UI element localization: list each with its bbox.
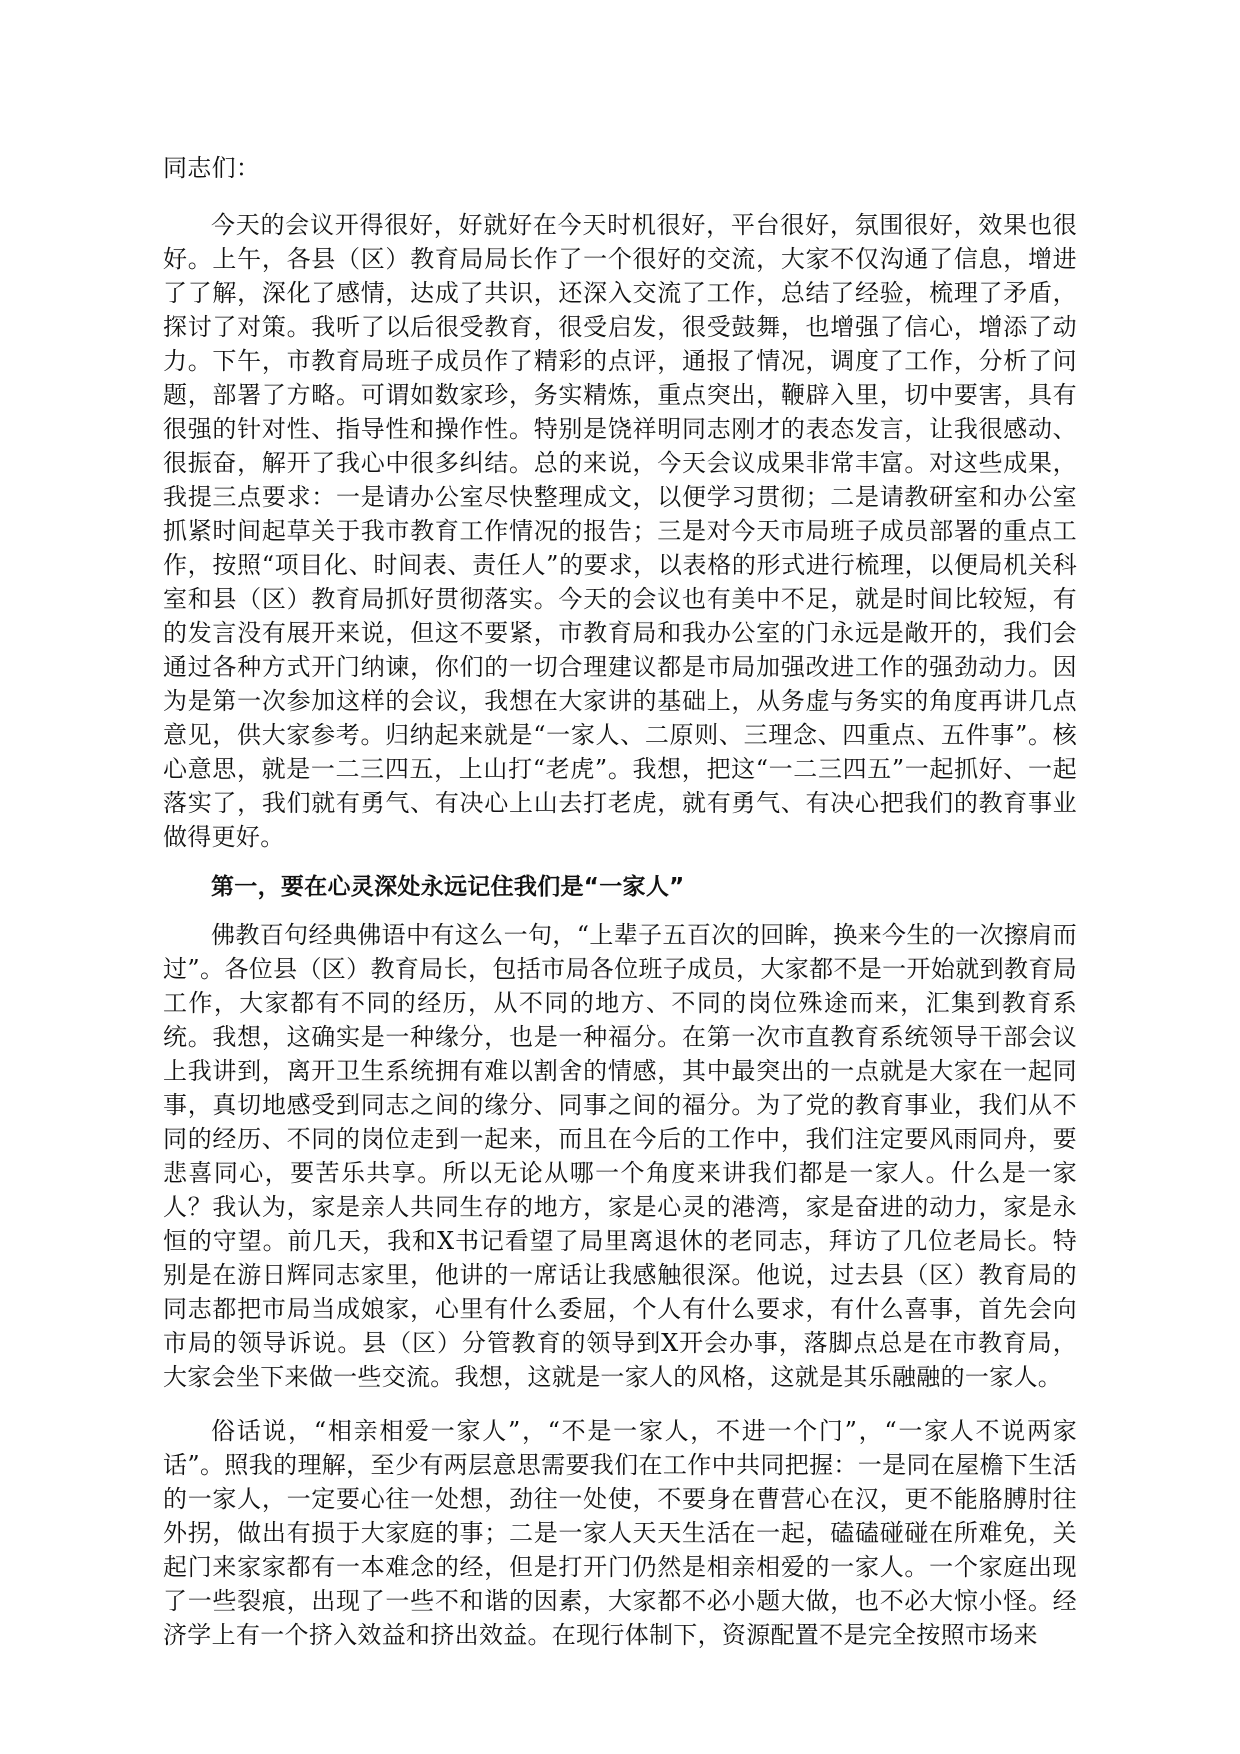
salutation: 同志们： xyxy=(163,154,261,182)
section-1-paragraph-2: 俗话说，“相亲相爱一家人”，“不是一家人，不进一个门”，“一家人不说两家话”。照我的理解，至少有两层意思需要我们在工作中共同把握：一是同在屋檐下生活的一家人，一定要心往一处想，劲往一处使，不要身在曹营心在汉，更不能胳膊肘往外拐，做出有损于大家庭的事；二是一家人天天生活在一起，磕磕碰碰在所难免，关起门来家家都有一本难念的经，但是打开门仍然是相亲相爱的一家人。一个家庭出现了一些裂痕，出现了一些不和谐的因素，大家都不必小题大做，也不必大惊小怪。经济学上有一个挤入效益和挤出效益。在现行体制下，资源配置不是完全按照市场来 xyxy=(163,1417,1077,1649)
section-heading-1: 第一，要在心灵深处永远记住我们是“一家人” xyxy=(211,874,685,900)
section-1-paragraph-1: 佛教百句经典佛语中有这么一句，“上辈子五百次的回眸，换来今生的一次擦肩而过”。各位县（区）教育局长，包括市局各位班子成员，大家都不是一开始就到教育局工作，大家都有不同的经历，从不同的地方、不同的岗位殊途而来，汇集到教育系统。我想，这确实是一种缘分，也是一种福分。在第一次市直教育系统领导干部会议上我讲到，离开卫生系统拥有难以割舍的情感，其中最突出的一点就是大家在一起同事，真切地感受到同志之间的缘分、同事之间的福分。为了党的教育事业，我们从不同的经历、不同的岗位走到一起来，而且在今后的工作中，我们注定要风雨同舟，要悲喜同心，要苦乐共享。所以无论从哪一个角度来讲我们都是一家人。什么是一家人？我认为，家是亲人共同生存的地方，家是心灵的港湾，家是奋进的动力，家是永恒的守望。前几天，我和X书记看望了局里离退休的老同志，拜访了几位老局长。特别是在游日辉同志家里，他讲的一席话让我感触很深。他说，过去县（区）教育局的同志都把市局当成娘家，心里有什么委屈，个人有什么要求，有什么喜事，首先会向市局的领导诉说。县（区）分管教育的领导到X开会办事，落脚点总是在市教育局，大家会坐下来做一些交流。我想，这就是一家人的风格，这就是其乐融融的一家人。 xyxy=(163,921,1077,1391)
opening-paragraph: 今天的会议开得很好，好就好在今天时机很好，平台很好，氛围很好，效果也很好。上午，各县（区）教育局局长作了一个很好的交流，大家不仅沟通了信息，增进了了解，深化了感情，达成了共识，还深入交流了工作，总结了经验，梳理了矛盾，探讨了对策。我听了以后很受教育，很受启发，很受鼓舞，也增强了信心，增添了动力。下午，市教育局班子成员作了精彩的点评，通报了情况，调度了工作，分析了问题，部署了方略。可谓如数家珍，务实精炼，重点突出，鞭辟入里，切中要害，具有很强的针对性、指导性和操作性。特别是饶祥明同志刚才的表态发言，让我很感动、很振奋，解开了我心中很多纠结。总的来说，今天会议成果非常丰富。对这些成果，我提三点要求：一是请办公室尽快整理成文，以便学习贯彻；二是请教研室和办公室抓紧时间起草关于我市教育工作情况的报告；三是对今天市局班子成员部署的重点工作，按照“项目化、时间表、责任人”的要求，以表格的形式进行梳理，以便局机关科室和县（区）教育局抓好贯彻落实。今天的会议也有美中不足，就是时间比较短，有的发言没有展开来说，但这不要紧，市教育局和我办公室的门永远是敞开的，我们会通过各种方式开门纳谏，你们的一切合理建议都是市局加强改进工作的强劲动力。因为是第一次参加这样的会议，我想在大家讲的基础上，从务虚与务实的角度再讲几点意见，供大家参考。归纳起来就是“一家人、二原则、三理念、四重点、五件事”。核心意思，就是一二三四五，上山打“老虎”。我想，把这“一二三四五”一起抓好、一起落实了，我们就有勇气、有决心上山去打老虎，就有勇气、有决心把我们的教育事业做得更好。 xyxy=(163,211,1077,851)
document-body xyxy=(163,152,1077,1652)
